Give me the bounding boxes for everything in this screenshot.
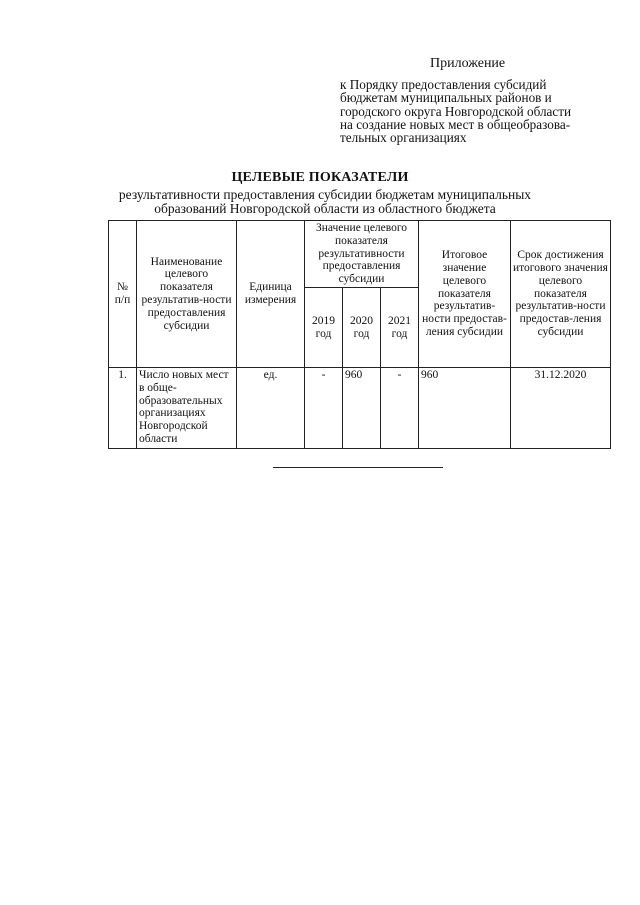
document-title: ЦЕЛЕВЫЕ ПОКАЗАТЕЛИ	[231, 170, 409, 185]
header-deadline: Срок достижения итогового значения целевого показателя результатив-ности предостав-ления субсидии	[511, 221, 611, 368]
header-year-2020: 2020 год	[343, 288, 381, 368]
table-header-row	[109, 221, 611, 288]
cell-num: 1.	[109, 368, 137, 449]
cell-total: 960	[419, 368, 511, 449]
cell-year-2020: 960	[343, 368, 381, 449]
appendix-title: Приложение	[430, 56, 506, 71]
cell-name: Число новых мест в обще-образовательных организациях Новгородской области	[137, 368, 237, 449]
document-subtitle	[100, 188, 550, 216]
appendix-reference	[340, 78, 610, 144]
cell-year-2021: -	[381, 368, 419, 449]
header-num: № п/п	[109, 221, 137, 368]
appendix-line: на создание новых мест в общеобразова-	[340, 116, 571, 132]
table-row	[109, 368, 611, 449]
cell-year-2019: -	[305, 368, 343, 449]
separator-line	[273, 467, 443, 468]
cell-deadline: 31.12.2020	[511, 368, 611, 449]
subtitle-line: результативности предоставления субсидии бюджетам муниципальных	[118, 187, 532, 202]
header-unit: Единица измерения	[237, 221, 305, 368]
header-name: Наименование целевого показателя результатив-ности предоставления субсидии	[137, 221, 237, 368]
header-value-group: Значение целевого показателя результативности предоставления субсидии	[305, 221, 419, 288]
cell-unit: ед.	[237, 368, 305, 449]
appendix-line: к Порядку предоставления субсидий	[340, 77, 547, 92]
subtitle-line: образований Новгородской области из областного бюджета	[154, 201, 496, 216]
header-year-2021: 2021 год	[381, 288, 419, 368]
header-year-2019: 2019 год	[305, 288, 343, 368]
header-total: Итоговое значение целевого показателя результатив-ности предостав-ления субсидии	[419, 221, 511, 368]
indicators-table	[108, 220, 611, 449]
appendix-line: городского округа Новгородской области	[340, 103, 572, 119]
appendix-line: бюджетам муниципальных районов и	[340, 90, 552, 106]
appendix-line: тельных организациях	[340, 130, 467, 146]
